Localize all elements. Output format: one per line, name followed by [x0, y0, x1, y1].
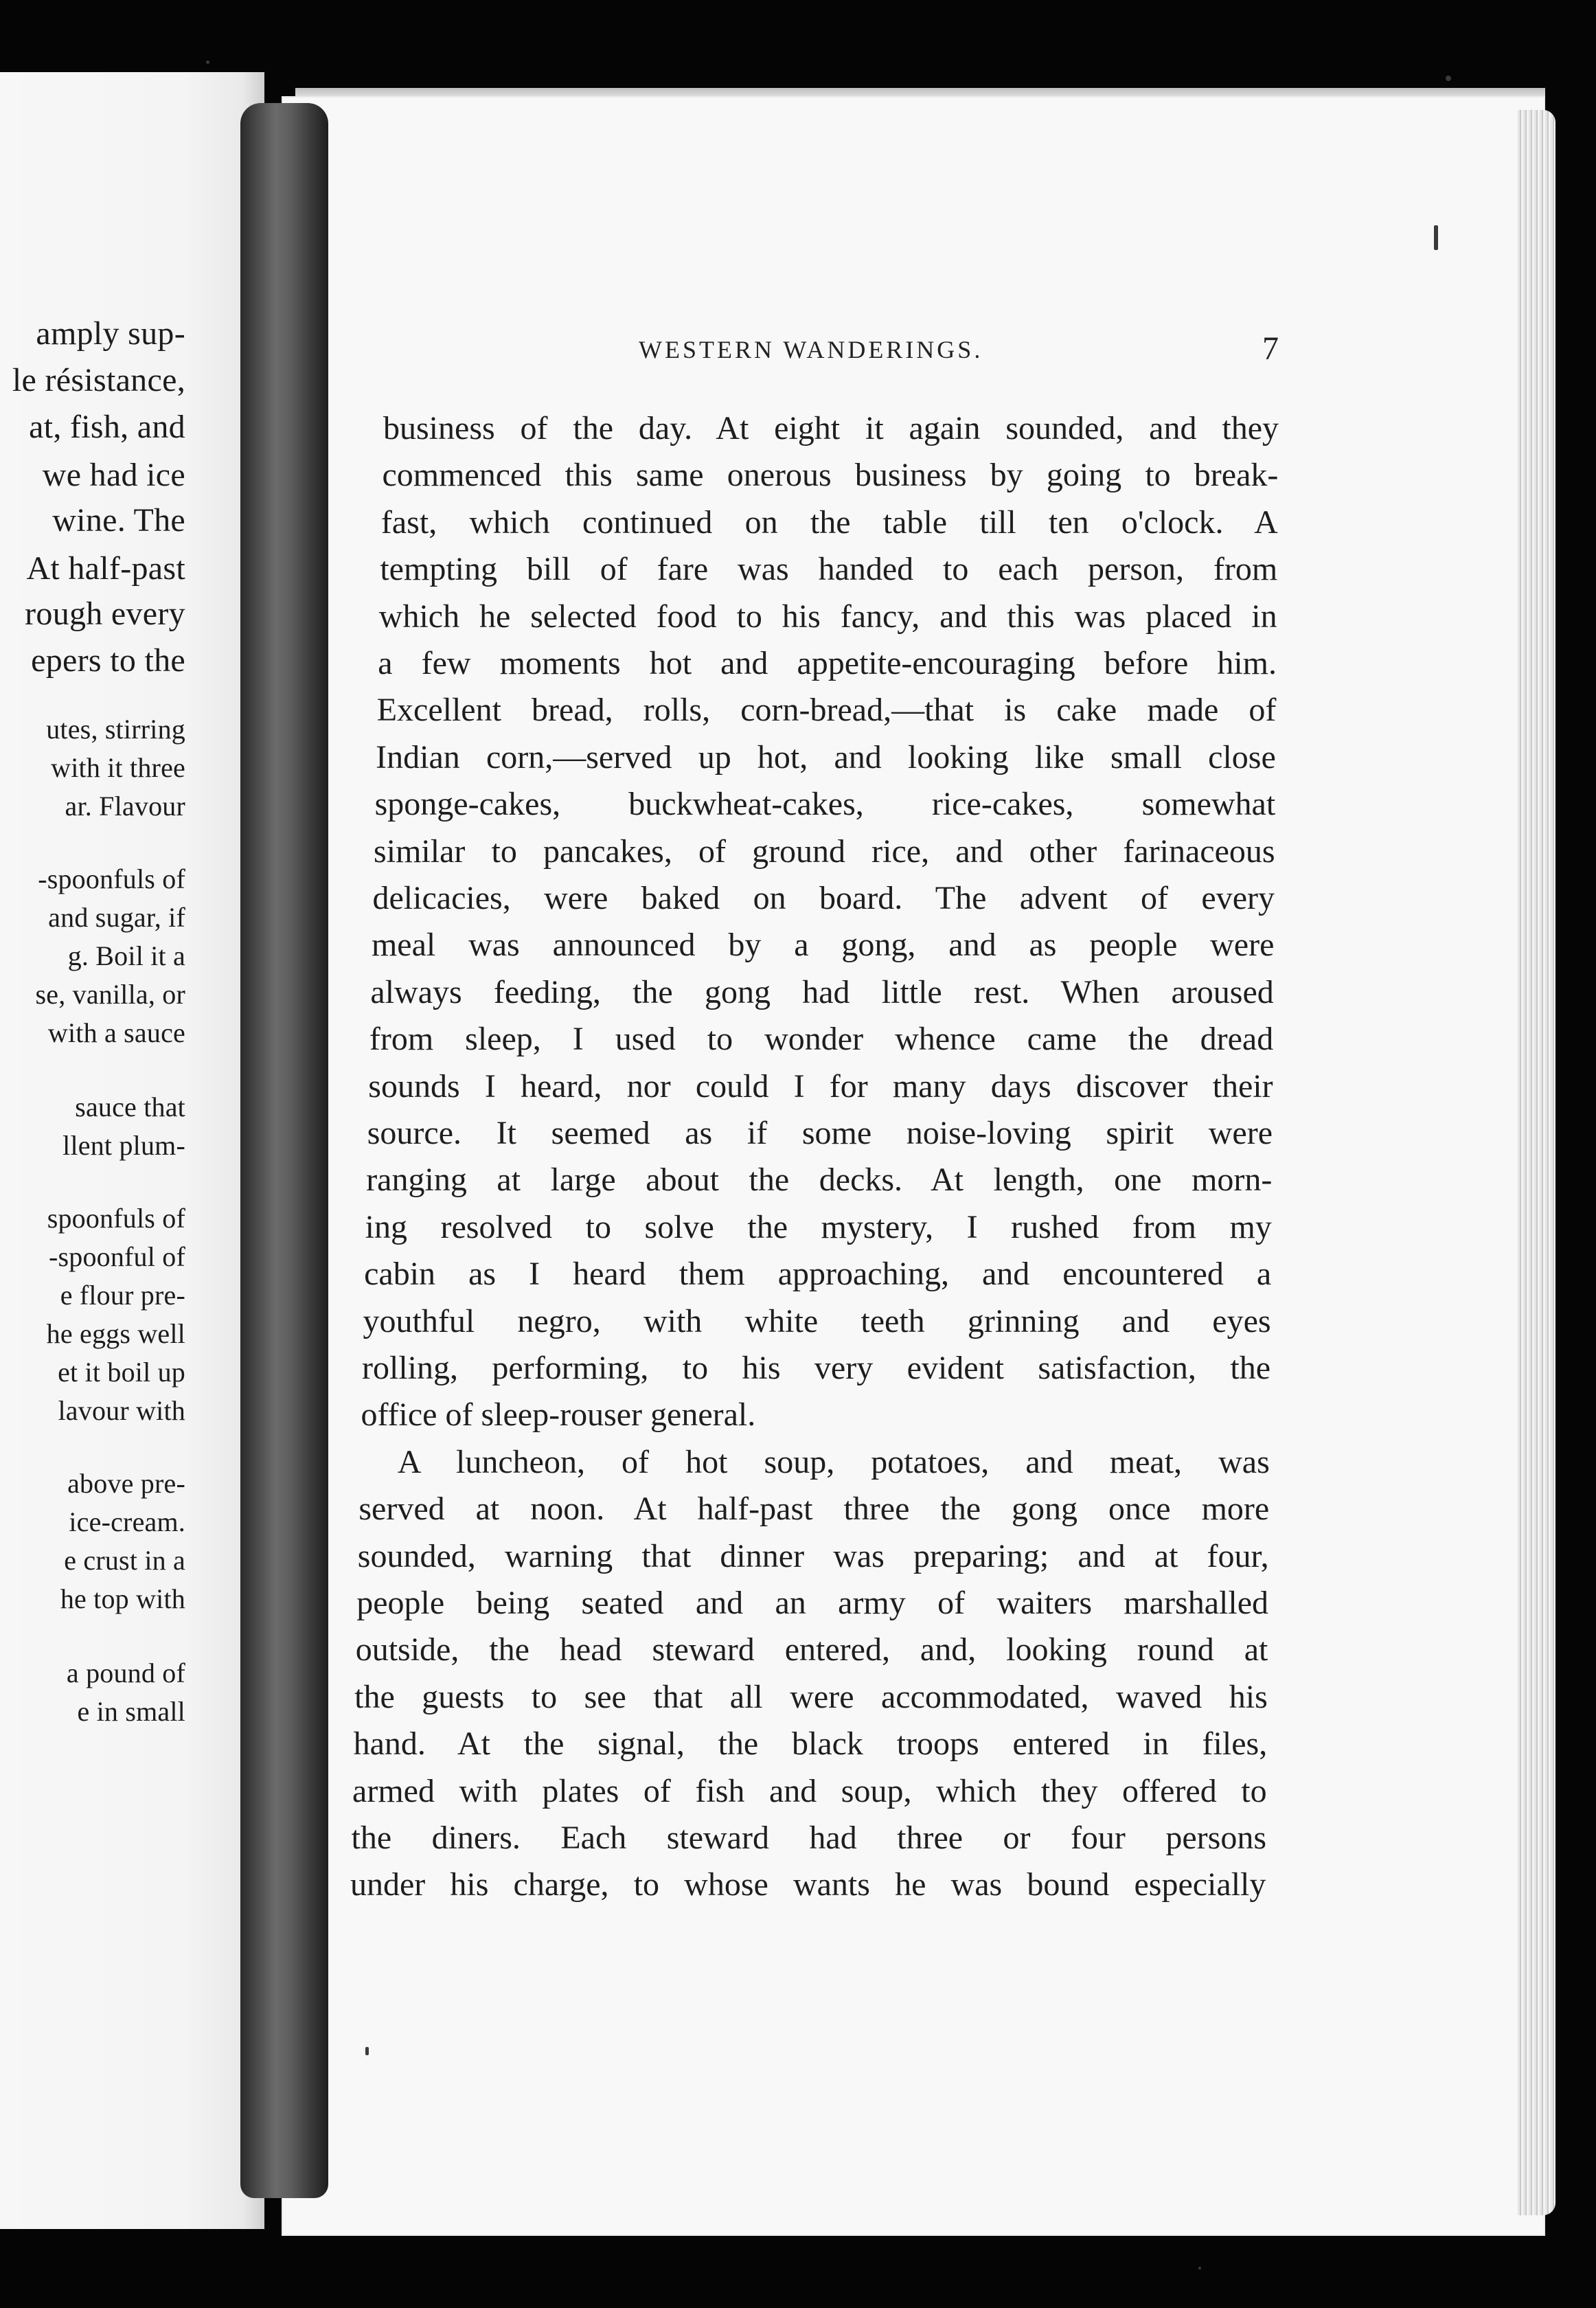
- left-page-line: e flour pre-: [60, 1280, 185, 1311]
- body-line: Excellent bread, rolls, corn-bread,—that is cake made of: [376, 692, 1277, 729]
- body-line: Indian corn,—served up hot, and looking like small close: [376, 738, 1276, 776]
- body-line: sounds I heard, nor could I for many days discover their: [368, 1067, 1273, 1105]
- speck: [365, 2047, 369, 2055]
- left-page-line: wine. The: [52, 502, 185, 539]
- body-line: business of the day. At eight it again sounded, and they: [383, 410, 1279, 446]
- running-header: WESTERN WANDERINGS.: [639, 336, 983, 363]
- body-line: sponge-cakes, buckwheat-cakes, rice-cakes, somewhat: [374, 786, 1276, 823]
- body-line: the diners. Each steward had three or four persons: [351, 1820, 1266, 1856]
- body-line: sounded, warning that dinner was preparing; and at four,: [357, 1537, 1269, 1574]
- body-line: source. It seemed as if some noise-loving spirit were: [367, 1115, 1273, 1151]
- left-page-line: e crust in a: [64, 1545, 185, 1576]
- left-page-line: le résistance,: [12, 362, 185, 398]
- left-page-line: ice-cream.: [69, 1506, 185, 1537]
- body-line: commenced this same onerous business by going to break-: [382, 457, 1279, 494]
- left-page-line: -spoonfuls of: [38, 863, 185, 894]
- body-line: similar to pancakes, of ground rice, and other farinaceous: [374, 833, 1275, 870]
- left-page-line: epers to the: [31, 642, 185, 679]
- body-line: a few moments hot and appetite-encouraging before him.: [378, 645, 1277, 681]
- body-line: served at noon. At half-past three the gong once more: [358, 1491, 1270, 1528]
- left-page-line: and sugar, if: [48, 902, 185, 933]
- body-line: meal was announced by a gong, and as people were: [371, 927, 1275, 964]
- left-page-line: llent plum-: [62, 1130, 185, 1161]
- body-line: under his charge, to whose wants he was bound especially: [350, 1866, 1266, 1903]
- body-line: office of sleep-rouser general.: [361, 1396, 756, 1434]
- left-page-line: he eggs well: [46, 1318, 185, 1349]
- left-page-line: at, fish, and: [29, 409, 185, 445]
- left-page-line: rough every: [25, 596, 185, 632]
- left-page-line: g. Boil it a: [67, 940, 185, 971]
- body-line: armed with plates of fish and soup, which they offered to: [352, 1772, 1267, 1809]
- body-line: cabin as I heard them approaching, and encountered a: [364, 1256, 1272, 1293]
- body-line: delicacies, were baked on board. The advent of every: [372, 880, 1275, 916]
- left-page-line: we had ice: [42, 457, 185, 493]
- speck: [206, 60, 209, 64]
- left-page-line: -spoonful of: [48, 1241, 185, 1272]
- body-line: hand. At the signal, the black troops entered in files,: [353, 1726, 1268, 1763]
- left-page-line: with a sauce: [47, 1017, 185, 1048]
- body-line: tempting bill of fare was handed to each person, from: [380, 551, 1278, 588]
- left-page-line: spoonfuls of: [47, 1203, 185, 1234]
- left-page-line: amply sup-: [36, 315, 185, 352]
- left-page-line: At half-past: [26, 550, 185, 587]
- left-page-line: sauce that: [75, 1091, 185, 1122]
- speck: [1198, 2267, 1201, 2270]
- body-line: youthful negro, with white teeth grinning and eyes: [363, 1302, 1271, 1339]
- left-page-line: se, vanilla, or: [35, 979, 185, 1010]
- body-line: people being seated and an army of waiters marshalled: [356, 1585, 1268, 1621]
- left-page-line: above pre-: [67, 1468, 185, 1499]
- speck: [1434, 225, 1438, 250]
- left-page-line: a pound of: [66, 1658, 185, 1688]
- body-line: outside, the head steward entered, and, looking round at: [355, 1631, 1268, 1668]
- left-page-line: ar. Flavour: [65, 791, 185, 822]
- body-line: the guests to see that all were accommodated, waved his: [354, 1678, 1268, 1715]
- speck: [1446, 76, 1451, 81]
- body-line: ing resolved to solve the mystery, I rushed from my: [365, 1208, 1272, 1245]
- left-page-line: et it boil up: [58, 1357, 185, 1388]
- left-page-line: lavour with: [58, 1395, 185, 1426]
- body-line: ranging at large about the decks. At length, one morn-: [366, 1162, 1273, 1199]
- left-page-line: e in small: [77, 1696, 185, 1727]
- page-number: 7: [1262, 330, 1279, 367]
- paragraph-start-line: A luncheon, of hot soup, potatoes, and meat, was: [397, 1443, 1270, 1480]
- body-line: from sleep, I used to wonder whence came the dread: [369, 1021, 1274, 1058]
- body-line: always feeding, the gong had little rest. When aroused: [370, 973, 1274, 1010]
- left-page-line: utes, stirring: [46, 714, 185, 745]
- left-page-line: he top with: [60, 1583, 185, 1614]
- body-line: which he selected food to his fancy, and this was placed in: [378, 598, 1277, 635]
- body-line: fast, which continued on the table till ten o'clock. A: [380, 504, 1278, 541]
- left-page-line: with it three: [51, 752, 185, 783]
- body-line: rolling, performing, to his very evident satisfaction, the: [362, 1350, 1270, 1386]
